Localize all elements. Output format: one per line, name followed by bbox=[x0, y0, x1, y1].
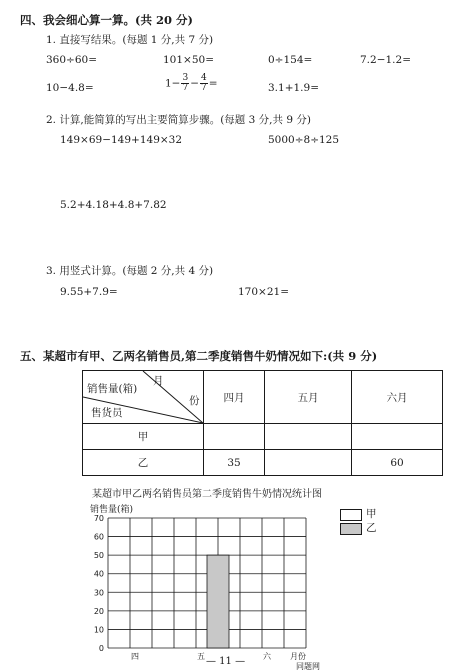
x-tick-label: 六 bbox=[263, 652, 271, 661]
x-axis-label: 月份 bbox=[290, 652, 306, 661]
chart-ylabel: 销售量(箱) bbox=[90, 505, 134, 515]
table-corner-cell bbox=[83, 371, 204, 424]
cell-yi-jun: 60 bbox=[352, 450, 443, 476]
legend-label-jia: 甲 bbox=[366, 508, 377, 520]
q1-item-1: 360÷60= bbox=[46, 54, 97, 66]
x-tick-label: 五 bbox=[197, 652, 205, 661]
row-name-yi: 乙 bbox=[83, 450, 204, 476]
y-tick-label: 70 bbox=[93, 514, 104, 523]
q1-item-5: 10−4.8= bbox=[46, 82, 94, 94]
header-month-jun: 六月 bbox=[352, 371, 443, 424]
corner-label-sales: 销售量(箱) bbox=[87, 383, 138, 395]
header-month-may: 五月 bbox=[265, 371, 352, 424]
y-tick-label: 40 bbox=[93, 569, 104, 579]
q2-expr-2: 5000÷8÷125 bbox=[268, 134, 340, 146]
bar-chart bbox=[70, 508, 320, 668]
q1-item-2: 101×50= bbox=[163, 54, 214, 66]
cell-jia-jun[interactable] bbox=[352, 424, 443, 450]
cell-yi-may[interactable] bbox=[265, 450, 352, 476]
x-tick-label: 四 bbox=[131, 652, 139, 661]
q1-item-3: 0÷154= bbox=[268, 54, 313, 66]
legend-swatch-yi bbox=[340, 523, 362, 535]
row-name-jia: 甲 bbox=[83, 424, 204, 450]
legend-label-yi: 乙 bbox=[366, 522, 377, 534]
y-tick-label: 10 bbox=[93, 625, 104, 635]
corner-label-fen: 份 bbox=[189, 395, 200, 407]
fraction-4-7: $\frac{4}{7}$ bbox=[201, 73, 207, 93]
y-tick-label: 30 bbox=[93, 588, 104, 598]
q2-expr-3: 5.2+4.18+4.8+7.82 bbox=[60, 199, 167, 211]
q3-expr-1: 9.55+7.9= bbox=[60, 286, 118, 298]
q1-item-6: 1− $\frac{3}{7}$ − $\frac{4}{7}$ = bbox=[165, 73, 218, 93]
section5-heading: 五、某超市有甲、乙两名销售员,第二季度销售牛奶情况如下:(共 9 分) bbox=[20, 349, 378, 363]
y-tick-label: 50 bbox=[93, 551, 104, 561]
header-month-apr: 四月 bbox=[204, 371, 265, 424]
y-tick-label: 0 bbox=[98, 644, 104, 653]
corner-label-person: 售货员 bbox=[91, 407, 123, 419]
y-tick-label: 60 bbox=[93, 532, 104, 542]
q3-title: 3. 用竖式计算。(每题 2 分,共 4 分) bbox=[46, 265, 214, 277]
q1-item-4: 7.2−1.2= bbox=[360, 54, 411, 66]
fraction-3-7: $\frac{3}{7}$ bbox=[182, 73, 189, 93]
q1-title: 1. 直接写结果。(每题 1 分,共 7 分) bbox=[46, 34, 214, 46]
section4-heading: 四、我会细心算一算。(共 20 分) bbox=[20, 13, 193, 27]
page-number: — 11 — bbox=[206, 656, 246, 667]
chart-title: 某超市甲乙两名销售员第二季度销售牛奶情况统计图 bbox=[92, 489, 322, 500]
cell-yi-apr: 35 bbox=[204, 450, 265, 476]
cell-jia-apr[interactable] bbox=[204, 424, 265, 450]
legend-swatch-jia bbox=[340, 509, 362, 521]
q2-title: 2. 计算,能简算的写出主要简算步骤。(每题 3 分,共 9 分) bbox=[46, 114, 311, 126]
q1-item-7: 3.1+1.9= bbox=[268, 82, 319, 94]
corner-label-month: 月 bbox=[153, 375, 164, 387]
sales-table bbox=[82, 370, 443, 476]
q2-expr-1: 149×69−149+149×32 bbox=[60, 134, 183, 146]
cell-jia-may[interactable] bbox=[265, 424, 352, 450]
y-tick-label: 20 bbox=[93, 606, 104, 616]
bar-乙-五 bbox=[207, 555, 229, 648]
corner-watermark: 同题网 bbox=[296, 662, 320, 671]
q3-expr-2: 170×21= bbox=[238, 286, 289, 298]
